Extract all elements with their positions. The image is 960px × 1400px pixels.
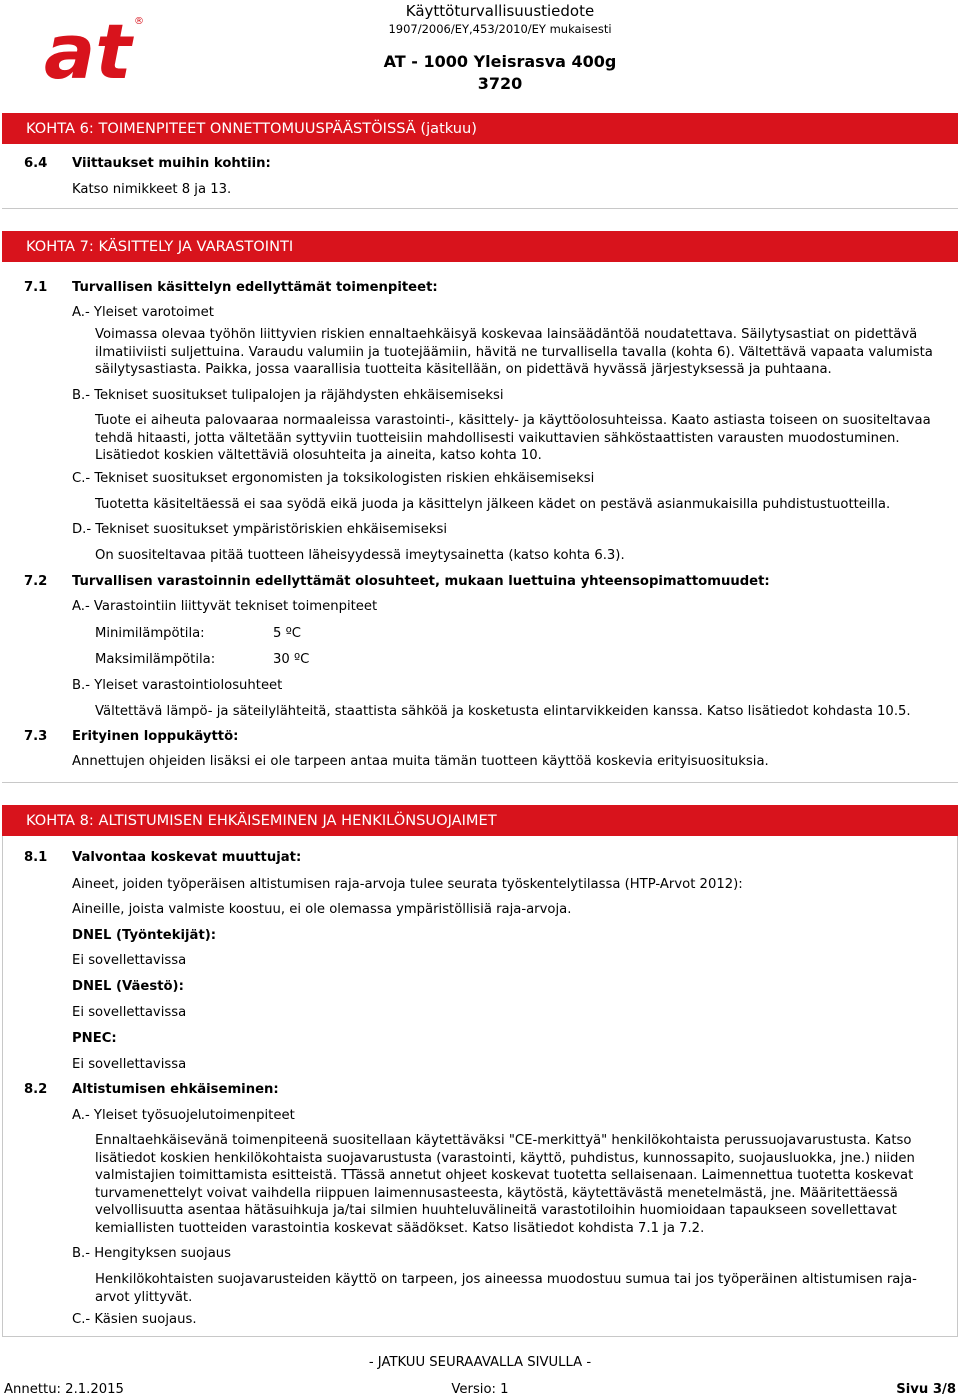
regulation: 1907/2006/EY,453/2010/EY mukaisesti bbox=[388, 22, 612, 36]
subsection-title: Turvallisen varastoinnin edellyttämät olosuhteet, mukaan luettuina yhteensopimattomuudet: bbox=[72, 574, 770, 589]
max-temp-label: Maksimilämpötila: bbox=[95, 652, 216, 667]
subsection-number: 8.1 bbox=[24, 850, 48, 865]
subsection-title: Erityinen loppukäyttö: bbox=[72, 729, 239, 744]
left-rule bbox=[2, 836, 3, 1336]
item-title: C.- Tekniset suositukset ergonomisten ja toksikologisten riskien ehkäisemiseksi bbox=[72, 471, 595, 486]
dnel-population-title: DNEL (Väestö): bbox=[72, 979, 184, 994]
subsection-number: 7.2 bbox=[24, 574, 48, 589]
subsection-title: Valvontaa koskevat muuttujat: bbox=[72, 850, 302, 865]
subsection-number: 7.3 bbox=[24, 729, 48, 744]
body-paragraph: Tuote ei aiheuta palovaaraa normaaleissa varastointi-, käsittely- ja käyttöolosuhteissa. Kaato astiasta toiseen on suositeltavaa tehdä hitaasti, jotta vältetään syttyviin tuotteisiin mahdollisesti vaikuttavien sähköstaattisten varausten muodostuminen. Lisätiedot koskien vältettäviä olosuhteita ja aineita, katso kohta 10. bbox=[95, 413, 931, 463]
brand-logo bbox=[42, 14, 152, 86]
body-text: Katso nimikkeet 8 ja 13. bbox=[72, 182, 232, 197]
subsection-number: 8.2 bbox=[24, 1082, 48, 1097]
subsection-title: Turvallisen käsittelyn edellyttämät toimenpiteet: bbox=[72, 280, 438, 295]
subsection-title: Altistumisen ehkäiseminen: bbox=[72, 1082, 279, 1097]
version: Versio: 1 bbox=[451, 1382, 509, 1397]
product-name: AT - 1000 Yleisrasva 400g bbox=[383, 52, 617, 71]
product-code: 3720 bbox=[477, 74, 523, 93]
pnec-title: PNEC: bbox=[72, 1031, 117, 1046]
item-title: D.- Tekniset suositukset ympäristöriskien ehkäisemiseksi bbox=[72, 522, 448, 537]
body-text: Tuotetta käsiteltäessä ei saa syödä eikä juoda ja käsittelyn jälkeen kädet on pestävä asianmukaisilla puhdistustuotteilla. bbox=[95, 497, 891, 512]
footer-divider bbox=[2, 1336, 958, 1337]
item-title: A.- Yleiset varotoimet bbox=[72, 305, 214, 320]
min-temp-value: 5 ºC bbox=[273, 626, 302, 641]
doc-type: Käyttöturvallisuustiedote bbox=[405, 2, 595, 20]
dnel-population-value: Ei sovellettavissa bbox=[72, 1005, 187, 1020]
section-7-heading: KOHTA 7: KÄSITTELY JA VARASTOINTI bbox=[2, 231, 958, 262]
body-text: Aineet, joiden työperäisen altistumisen raja-arvoja tulee seurata työskentelytilassa (HTP-Arvot 2012): bbox=[72, 877, 743, 892]
body-text: Aineille, joista valmiste koostuu, ei ole olemassa ympäristöllisiä raja-arvoja. bbox=[72, 902, 572, 917]
item-title: A.- Varastointiin liittyvät tekniset toimenpiteet bbox=[72, 599, 378, 614]
min-temp-label: Minimilämpötila: bbox=[95, 626, 205, 641]
body-paragraph: Henkilökohtaisten suojavarusteiden käyttö on tarpeen, jos aineessa muodostuu sumua tai jos työperäinen altistumisen raja-arvot ylittyvät. bbox=[95, 1272, 917, 1305]
item-title: B.- Hengityksen suojaus bbox=[72, 1246, 232, 1261]
subsection-number: 7.1 bbox=[24, 280, 48, 295]
right-rule bbox=[957, 836, 958, 1336]
item-title: B.- Tekniset suositukset tulipalojen ja räjähdysten ehkäisemiseksi bbox=[72, 388, 504, 403]
body-paragraph: Ennaltaehkäisevänä toimenpiteenä suositellaan käytettäväksi "CE-merkittyä" henkilökohtaista perussuojavarustusta. Katso lisätiedot koskien henkilökohtaista suojavarustusta (varastointi, käyttö, puhdistus, kunnossapito, suojausluokka, jne.) niiden valmistajien toimittamista esitteistä. TTässä annetut ohjeet koskevat tuotetta sellaisenaan. Laimennettua tuotetta koskevat turvamenettelyt voivat vaihdella riippuen laimennusasteesta, käytöstä, käytettävästä menetelmästä, jne. Määritettäessä velvollisuutta asentaa hätäsuihkuja ja/tai silmien huuhteluvälineitä varastotiloihin huomioidaan tapaukseen sovellettavat kemiallisten tuotteiden varastointia koskevat säädökset. Katso lisätiedot kohdista 7.1 ja 7.2. bbox=[95, 1133, 915, 1236]
body-text: Annettujen ohjeiden lisäksi ei ole tarpeen antaa muita tämän tuotteen käyttöä koskevia erityisuosituksia. bbox=[72, 754, 769, 769]
item-title: A.- Yleiset työsuojelutoimenpiteet bbox=[72, 1108, 295, 1123]
subsection-title: Viittaukset muihin kohtiin: bbox=[72, 156, 271, 171]
max-temp-value: 30 ºC bbox=[273, 652, 310, 667]
dnel-worker-title: DNEL (Työntekijät): bbox=[72, 928, 217, 943]
continues-note: - JATKUU SEURAAVALLA SIVULLA - bbox=[368, 1355, 592, 1370]
issued-date: Annettu: 2.1.2015 bbox=[4, 1382, 124, 1397]
subsection-number: 6.4 bbox=[24, 156, 48, 171]
body-paragraph: Voimassa olevaa työhön liittyvien riskien ennaltaehkäisyä koskevaa lainsäädäntöä noudatettava. Säilytysastiat on pidettävä ilmatiiviisti suljettuina. Varaudu valumiin ja tuotejäämiin, hävitä ne turvallisella tavalla (kohta 6). Vältettävä vapaata valumista säilytysastiasta. Paikka, jossa vaarallisia tuotteita käsitellään, on pidettävä hyvässä järjestyksessä ja puhtaana. bbox=[95, 327, 933, 377]
body-text: Vältettävä lämpö- ja säteilylähteitä, staattista sähköä ja kosketusta elintarvikkeiden kanssa. Katso lisätiedot kohdasta 10.5. bbox=[95, 704, 911, 719]
item-title: B.- Yleiset varastointiolosuhteet bbox=[72, 678, 283, 693]
divider bbox=[2, 208, 958, 209]
section-8-heading: KOHTA 8: ALTISTUMISEN EHKÄISEMINEN JA HENKILÖNSUOJAIMET bbox=[2, 805, 958, 836]
section-6-heading: KOHTA 6: TOIMENPITEET ONNETTOMUUSPÄÄSTÖISSÄ (jatkuu) bbox=[2, 113, 958, 144]
body-text: On suositeltavaa pitää tuotteen läheisyydessä imeytysainetta (katso kohta 6.3). bbox=[95, 548, 625, 563]
page-number: Sivu 3/8 bbox=[896, 1382, 956, 1397]
dnel-worker-value: Ei sovellettavissa bbox=[72, 953, 187, 968]
pnec-value: Ei sovellettavissa bbox=[72, 1057, 187, 1072]
svg-text:at: at bbox=[44, 14, 132, 86]
divider bbox=[2, 782, 958, 783]
item-title: C.- Käsien suojaus. bbox=[72, 1312, 197, 1327]
registered-mark: ® bbox=[134, 16, 144, 27]
